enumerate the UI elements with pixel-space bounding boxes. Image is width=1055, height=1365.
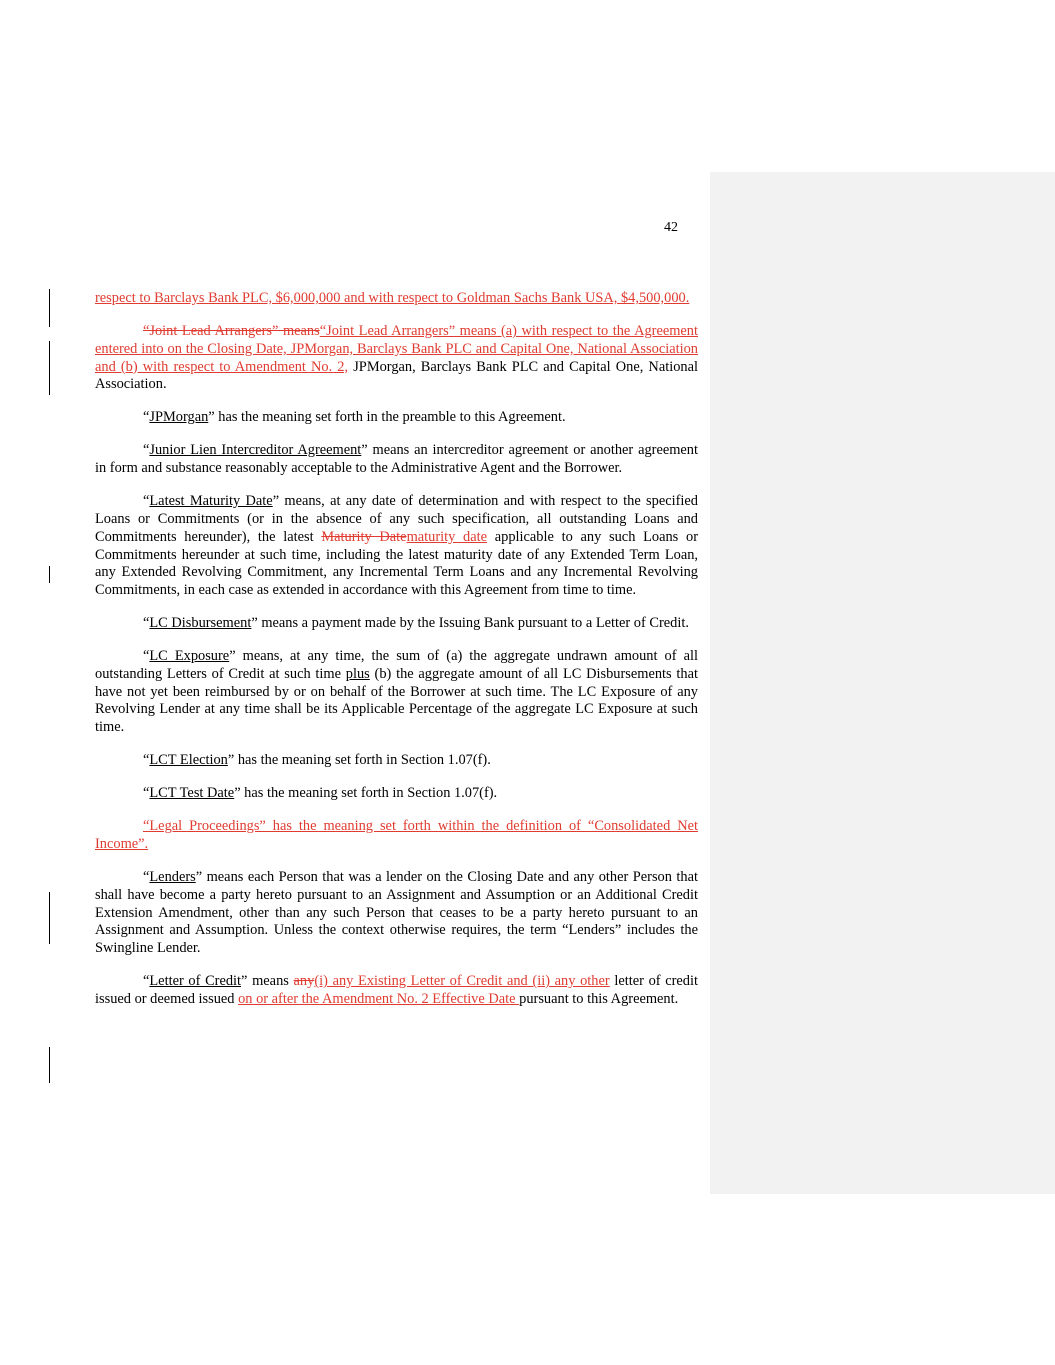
deleted-text: any	[293, 973, 315, 990]
defined-term: Letter of Credit	[149, 973, 242, 990]
definition-lct-election: “LCT Election” has the meaning set forth in Section 1.07(f).	[143, 752, 491, 769]
page-number: 42	[664, 220, 678, 235]
defined-term: LC Exposure	[149, 648, 230, 665]
change-bar	[49, 892, 50, 944]
definition-jpmorgan: “JPMorgan” has the meaning set forth in the preamble to this Agreement.	[143, 409, 566, 426]
definition-letter-of-credit: “Letter of Credit” means any(i) any Existing Letter of Credit and (ii) any other letter of credit issued or deemed issued on or after the Amendment No. 2 Effective Date pursuant to this Agreement.	[95, 973, 698, 1007]
inserted-text: respect to Barclays Bank PLC, $6,000,000 and with respect to Goldman Sachs Bank USA, $4,500,000.	[95, 290, 690, 306]
inserted-text: maturity date	[406, 528, 488, 545]
change-bar	[49, 289, 50, 327]
defined-term: Lenders	[149, 869, 196, 885]
defined-term: JPMorgan	[149, 409, 209, 426]
comment-pane	[710, 172, 1055, 1194]
definition-lct-test-date: “LCT Test Date” has the meaning set forth in Section 1.07(f).	[143, 785, 498, 802]
definition-latest-maturity-date: “Latest Maturity Date” means, at any date of determination and with respect to the specified Loans or Commitments (or in the absence of any such specification, all outstanding Loans and Commitments hereunder), the latest Maturity Datematurity date applicable to any such Loans or Commitments hereunder at such time, including the latest maturity date of any Extended Term Loan, any Extended Revolving Commitment, any Incremental Term Loans and any Incremental Revolving Commitments, in each case as extended in accordance with this Agreement from time to time.	[95, 493, 698, 599]
paragraph-continuation	[95, 290, 698, 308]
inserted-text: “Legal Proceedings” has the meaning set forth within the definition of “Consolidated Net Income”.	[95, 818, 698, 853]
document-body	[95, 290, 698, 1024]
defined-term: LCT Test Date	[149, 785, 235, 802]
defined-term: Junior Lien Intercreditor Agreement	[149, 442, 362, 459]
definition-lenders: “Lenders” means each Person that was a lender on the Closing Date and any other Person that shall have become a party hereto pursuant to an Assignment and Assumption or an Additional Credit Extension Amendment, other than any such Person that ceases to be a party hereto pursuant to an Assignment and Assumption. Unless the context otherwise requires, the term “Lenders” includes the Swingline Lender.	[95, 869, 698, 957]
inserted-text: (i) any Existing Letter of Credit and (ii) any other	[314, 973, 610, 990]
definition-joint-lead-arrangers: “Joint Lead Arrangers” means“Joint Lead Arrangers” means (a) with respect to the Agreement entered into on the Closing Date, JPMorgan, Barclays Bank PLC and Capital One, National Association and (b) with respect to Amendment No. 2, JPMorgan, Barclays Bank PLC and Capital One, National Association.	[95, 322, 698, 393]
plus-term: plus	[345, 665, 370, 682]
definition-legal-proceedings	[95, 818, 698, 854]
deleted-text: Maturity Date	[321, 528, 407, 545]
defined-term: LC Disbursement	[149, 615, 252, 632]
change-bar	[49, 1047, 50, 1083]
defined-term: Latest Maturity Date	[149, 493, 273, 510]
defined-term: LCT Election	[149, 752, 228, 769]
deleted-text: “Joint Lead Arrangers” means	[143, 322, 320, 339]
inserted-text: “Joint Lead Arrangers” means (a) with respect to the Agreement entered into on the Closing Date, JPMorgan, Barclays Bank PLC and Capital One, National Association and (b) with respect to Amendment No. 2,	[95, 322, 698, 375]
definition-junior-lien-intercreditor-agreement: “Junior Lien Intercreditor Agreement” means an intercreditor agreement or another agreement in form and substance reasonably acceptable to the Administrative Agent and the Borrower.	[95, 442, 698, 477]
inserted-text: on or after the Amendment No. 2 Effective Date	[238, 990, 520, 1007]
change-bar	[49, 566, 50, 583]
definition-lc-exposure: “LC Exposure” means, at any time, the sum of (a) the aggregate undrawn amount of all outstanding Letters of Credit at such time plus (b) the aggregate amount of all LC Disbursements that have not yet been reimbursed by or on behalf of the Borrower at such time. The LC Exposure of any Revolving Lender at any time shall be its Applicable Percentage of the aggregate LC Exposure at such time.	[95, 648, 698, 736]
definition-lc-disbursement: “LC Disbursement” means a payment made by the Issuing Bank pursuant to a Letter of Credit.	[143, 615, 689, 632]
change-bar	[49, 341, 50, 395]
